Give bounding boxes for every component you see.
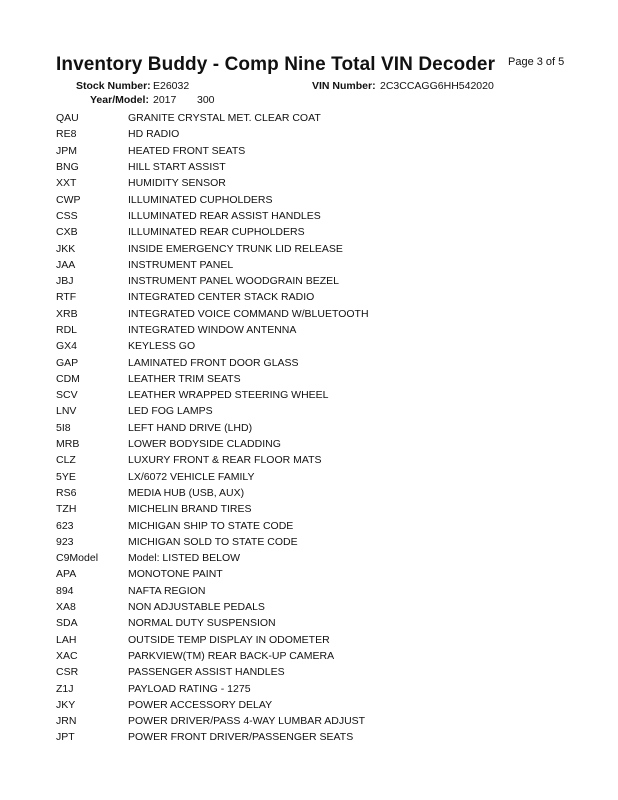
stock-number-value: E26032 [153,80,190,92]
option-code: JKK [56,242,76,255]
option-code: 923 [56,535,74,548]
option-row [56,648,576,664]
option-description: ILLUMINATED CUPHOLDERS [128,193,273,206]
option-row [56,191,576,207]
model-value: 300 [197,94,215,106]
option-description: NORMAL DUTY SUSPENSION [128,617,276,630]
option-description: INTEGRATED WINDOW ANTENNA [128,324,297,336]
option-description: POWER ACCESSORY DELAY [128,698,273,711]
option-description: LAMINATED FRONT DOOR GLASS [128,356,299,369]
option-description: NAFTA REGION [128,584,206,597]
option-description: NON ADJUSTABLE PEDALS [128,601,265,614]
option-row [56,208,576,224]
option-row [56,110,576,126]
option-description: ILLUMINATED REAR ASSIST HANDLES [128,209,321,222]
option-description: MICHELIN BRAND TIRES [128,503,252,516]
option-code: 5YE [56,470,76,483]
year-value: 2017 [153,94,177,106]
option-row [56,338,576,354]
option-code: XAC [56,649,78,662]
option-code: CSR [56,666,79,679]
option-row [56,354,576,370]
option-code: BNG [56,161,79,174]
option-description: INSTRUMENT PANEL WOODGRAIN BEZEL [128,275,339,288]
option-row [56,420,576,436]
option-code: 5I8 [56,421,71,434]
option-code: C9Model [56,552,99,565]
stock-number-label: Stock Number: [76,80,151,92]
option-code: APA [56,568,77,581]
option-description: Model: LISTED BELOW [128,552,241,565]
page-indicator: Page 3 of 5 [508,56,565,68]
option-row [56,306,576,322]
option-code: JBJ [56,275,74,288]
option-code: CSS [56,209,78,222]
option-code: JPT [56,731,75,744]
option-code: JAA [56,258,76,271]
option-code: CWP [56,193,81,206]
option-description: HUMIDITY SENSOR [128,177,226,190]
option-description: LUXURY FRONT & REAR FLOOR MATS [128,454,322,467]
option-row [56,322,576,338]
option-description: PAYLOAD RATING - 1275 [128,682,251,695]
option-code: SDA [56,617,78,630]
option-row [56,175,576,191]
option-code: XXT [56,177,77,190]
option-row [56,680,576,696]
option-code: TZH [56,503,77,516]
option-code: MRB [56,438,80,451]
option-code: GX4 [56,340,78,353]
option-code: QAU [56,112,79,125]
option-description: GRANITE CRYSTAL MET. CLEAR COAT [128,112,321,125]
option-code: JPM [56,144,77,157]
option-description: LEATHER WRAPPED STEERING WHEEL [128,389,329,402]
option-row [56,713,576,729]
option-row [56,371,576,387]
option-description: MEDIA HUB (USB, AUX) [128,486,245,499]
option-row [56,387,576,403]
option-description: LEFT HAND DRIVE (LHD) [128,421,253,434]
option-row [56,615,576,631]
option-description: HEATED FRONT SEATS [128,144,246,157]
page-title: Inventory Buddy - Comp Nine Total VIN Decoder [56,54,496,75]
option-description: MICHIGAN SOLD TO STATE CODE [128,535,298,548]
option-row [56,436,576,452]
option-description: LEATHER TRIM SEATS [128,372,241,385]
option-description: INSTRUMENT PANEL [128,258,234,271]
option-code: RE8 [56,128,77,141]
option-row [56,566,576,582]
option-row [56,452,576,468]
option-description: LX/6072 VEHICLE FAMILY [128,470,255,483]
option-code-list [56,110,576,746]
option-row [56,517,576,533]
vin-value: 2C3CCAGG6HH542020 [380,80,494,92]
option-description: PASSENGER ASSIST HANDLES [128,666,285,679]
option-row [56,126,576,142]
option-row [56,501,576,517]
option-code: LAH [56,633,77,646]
option-row [56,289,576,305]
option-code: GAP [56,356,79,369]
option-code: RDL [56,324,78,336]
option-description: POWER FRONT DRIVER/PASSENGER SEATS [128,731,354,744]
option-description: HD RADIO [128,128,180,141]
option-code: RS6 [56,486,77,499]
option-row [56,469,576,485]
option-row [56,273,576,289]
option-code: XRB [56,307,78,320]
option-row [56,550,576,566]
option-code: 623 [56,519,74,532]
option-description: OUTSIDE TEMP DISPLAY IN ODOMETER [128,633,330,646]
option-code: CDM [56,372,80,385]
option-description: LED FOG LAMPS [128,405,213,418]
option-code: 894 [56,584,74,597]
option-row [56,257,576,273]
option-code: JRN [56,715,77,728]
vin-label: VIN Number: [312,80,376,92]
option-description: INTEGRATED CENTER STACK RADIO [128,291,315,304]
option-row [56,583,576,599]
option-description: INSIDE EMERGENCY TRUNK LID RELEASE [128,242,343,255]
option-description: LOWER BODYSIDE CLADDING [128,438,281,451]
option-description: PARKVIEW(TM) REAR BACK-UP CAMERA [128,649,335,662]
option-description: INTEGRATED VOICE COMMAND W/BLUETOOTH [128,307,369,320]
option-code: LNV [56,405,77,418]
option-code: RTF [56,291,77,304]
option-row [56,632,576,648]
option-code: SCV [56,389,78,402]
option-row [56,403,576,419]
option-row [56,697,576,713]
option-row [56,485,576,501]
option-code: JKY [56,698,76,711]
option-code: CXB [56,226,78,239]
year-model-label: Year/Model: [90,94,149,106]
option-row [56,599,576,615]
option-row [56,240,576,256]
option-code: Z1J [56,682,74,695]
option-description: ILLUMINATED REAR CUPHOLDERS [128,226,305,239]
option-description: MONOTONE PAINT [128,568,223,581]
option-code: CLZ [56,454,76,467]
option-row [56,143,576,159]
option-row [56,664,576,680]
option-row [56,534,576,550]
option-code: XA8 [56,601,76,614]
option-row [56,729,576,745]
option-description: MICHIGAN SHIP TO STATE CODE [128,519,294,532]
option-row [56,159,576,175]
option-description: POWER DRIVER/PASS 4-WAY LUMBAR ADJUST [128,715,366,728]
option-description: KEYLESS GO [128,340,196,353]
option-description: HILL START ASSIST [128,161,226,174]
option-row [56,224,576,240]
